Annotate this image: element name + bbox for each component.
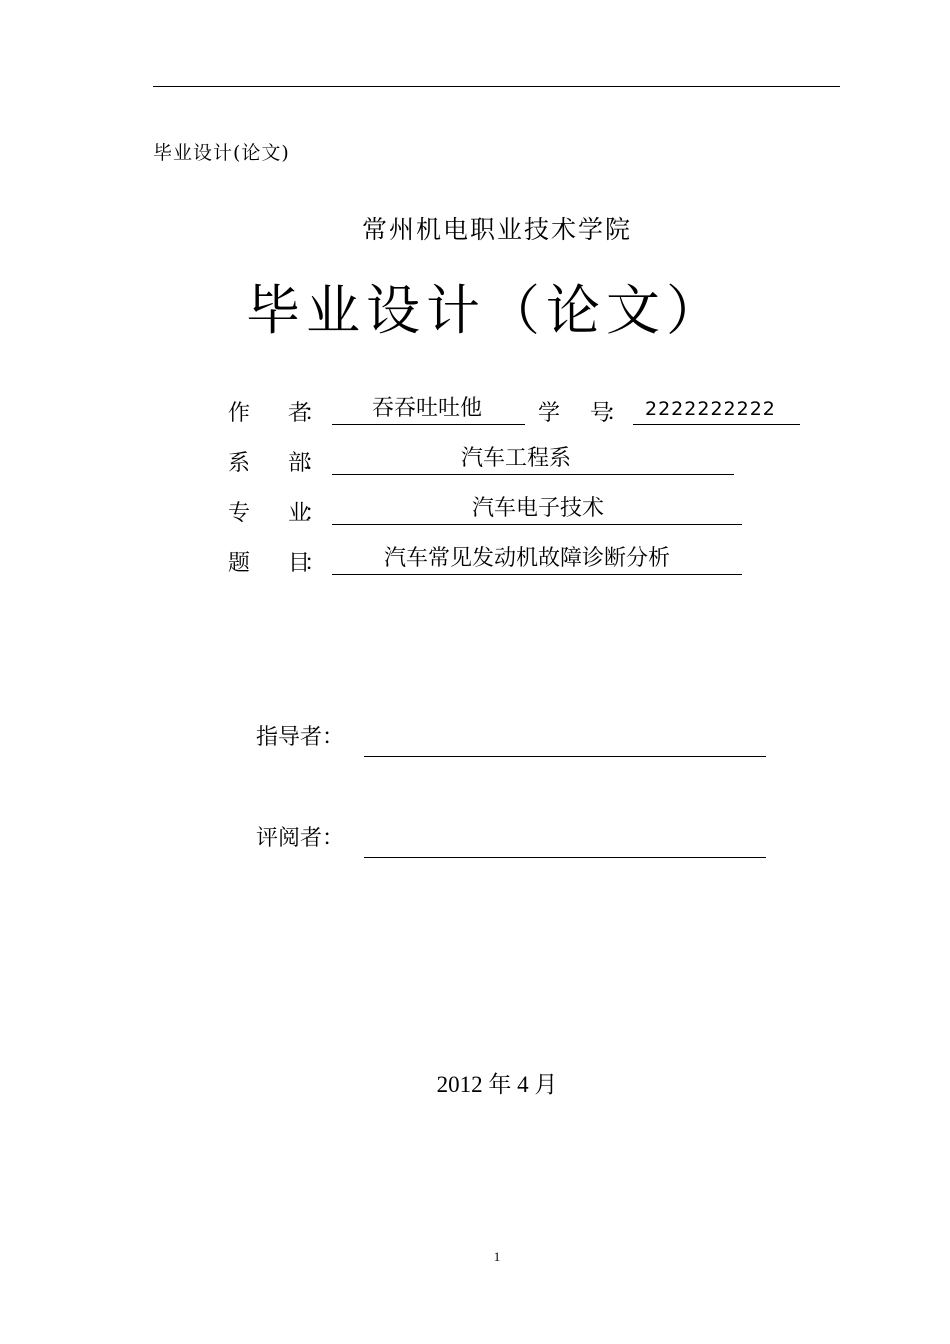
major-value: 汽车电子技术: [472, 496, 605, 521]
author-label: 作 者：: [228, 401, 326, 426]
author-field: [332, 394, 525, 425]
topic-value: 汽车常见发动机故障诊断分析: [384, 546, 671, 571]
header-rule: [153, 86, 840, 87]
student-id-value: 2222222222: [645, 398, 776, 420]
page-number: 1: [493, 1249, 501, 1264]
major-label: 专 业：: [228, 501, 326, 526]
reviewer-label: 评阅者：: [256, 826, 345, 851]
reviewer-signature-line: [364, 857, 766, 858]
school-name: 常州机电职业技术学院: [361, 215, 632, 244]
advisor-label: 指导者：: [256, 725, 345, 750]
topic-field: [332, 544, 742, 575]
department-label: 系 部：: [228, 451, 326, 476]
major-field: [332, 494, 742, 525]
advisor-signature-line: [364, 756, 766, 757]
student-id-label: 学 号：: [538, 401, 628, 426]
author-value: 吞吞吐吐他: [372, 396, 483, 421]
department-value: 汽车工程系: [461, 446, 572, 471]
cover-title: 毕业设计（论文）: [246, 279, 726, 342]
running-header: 毕业设计(论文): [153, 142, 290, 164]
topic-label: 题 目：: [228, 551, 326, 576]
cover-date: 2012 年 4 月: [436, 1072, 558, 1097]
department-field: [332, 444, 734, 475]
student-id-field: [633, 394, 800, 425]
